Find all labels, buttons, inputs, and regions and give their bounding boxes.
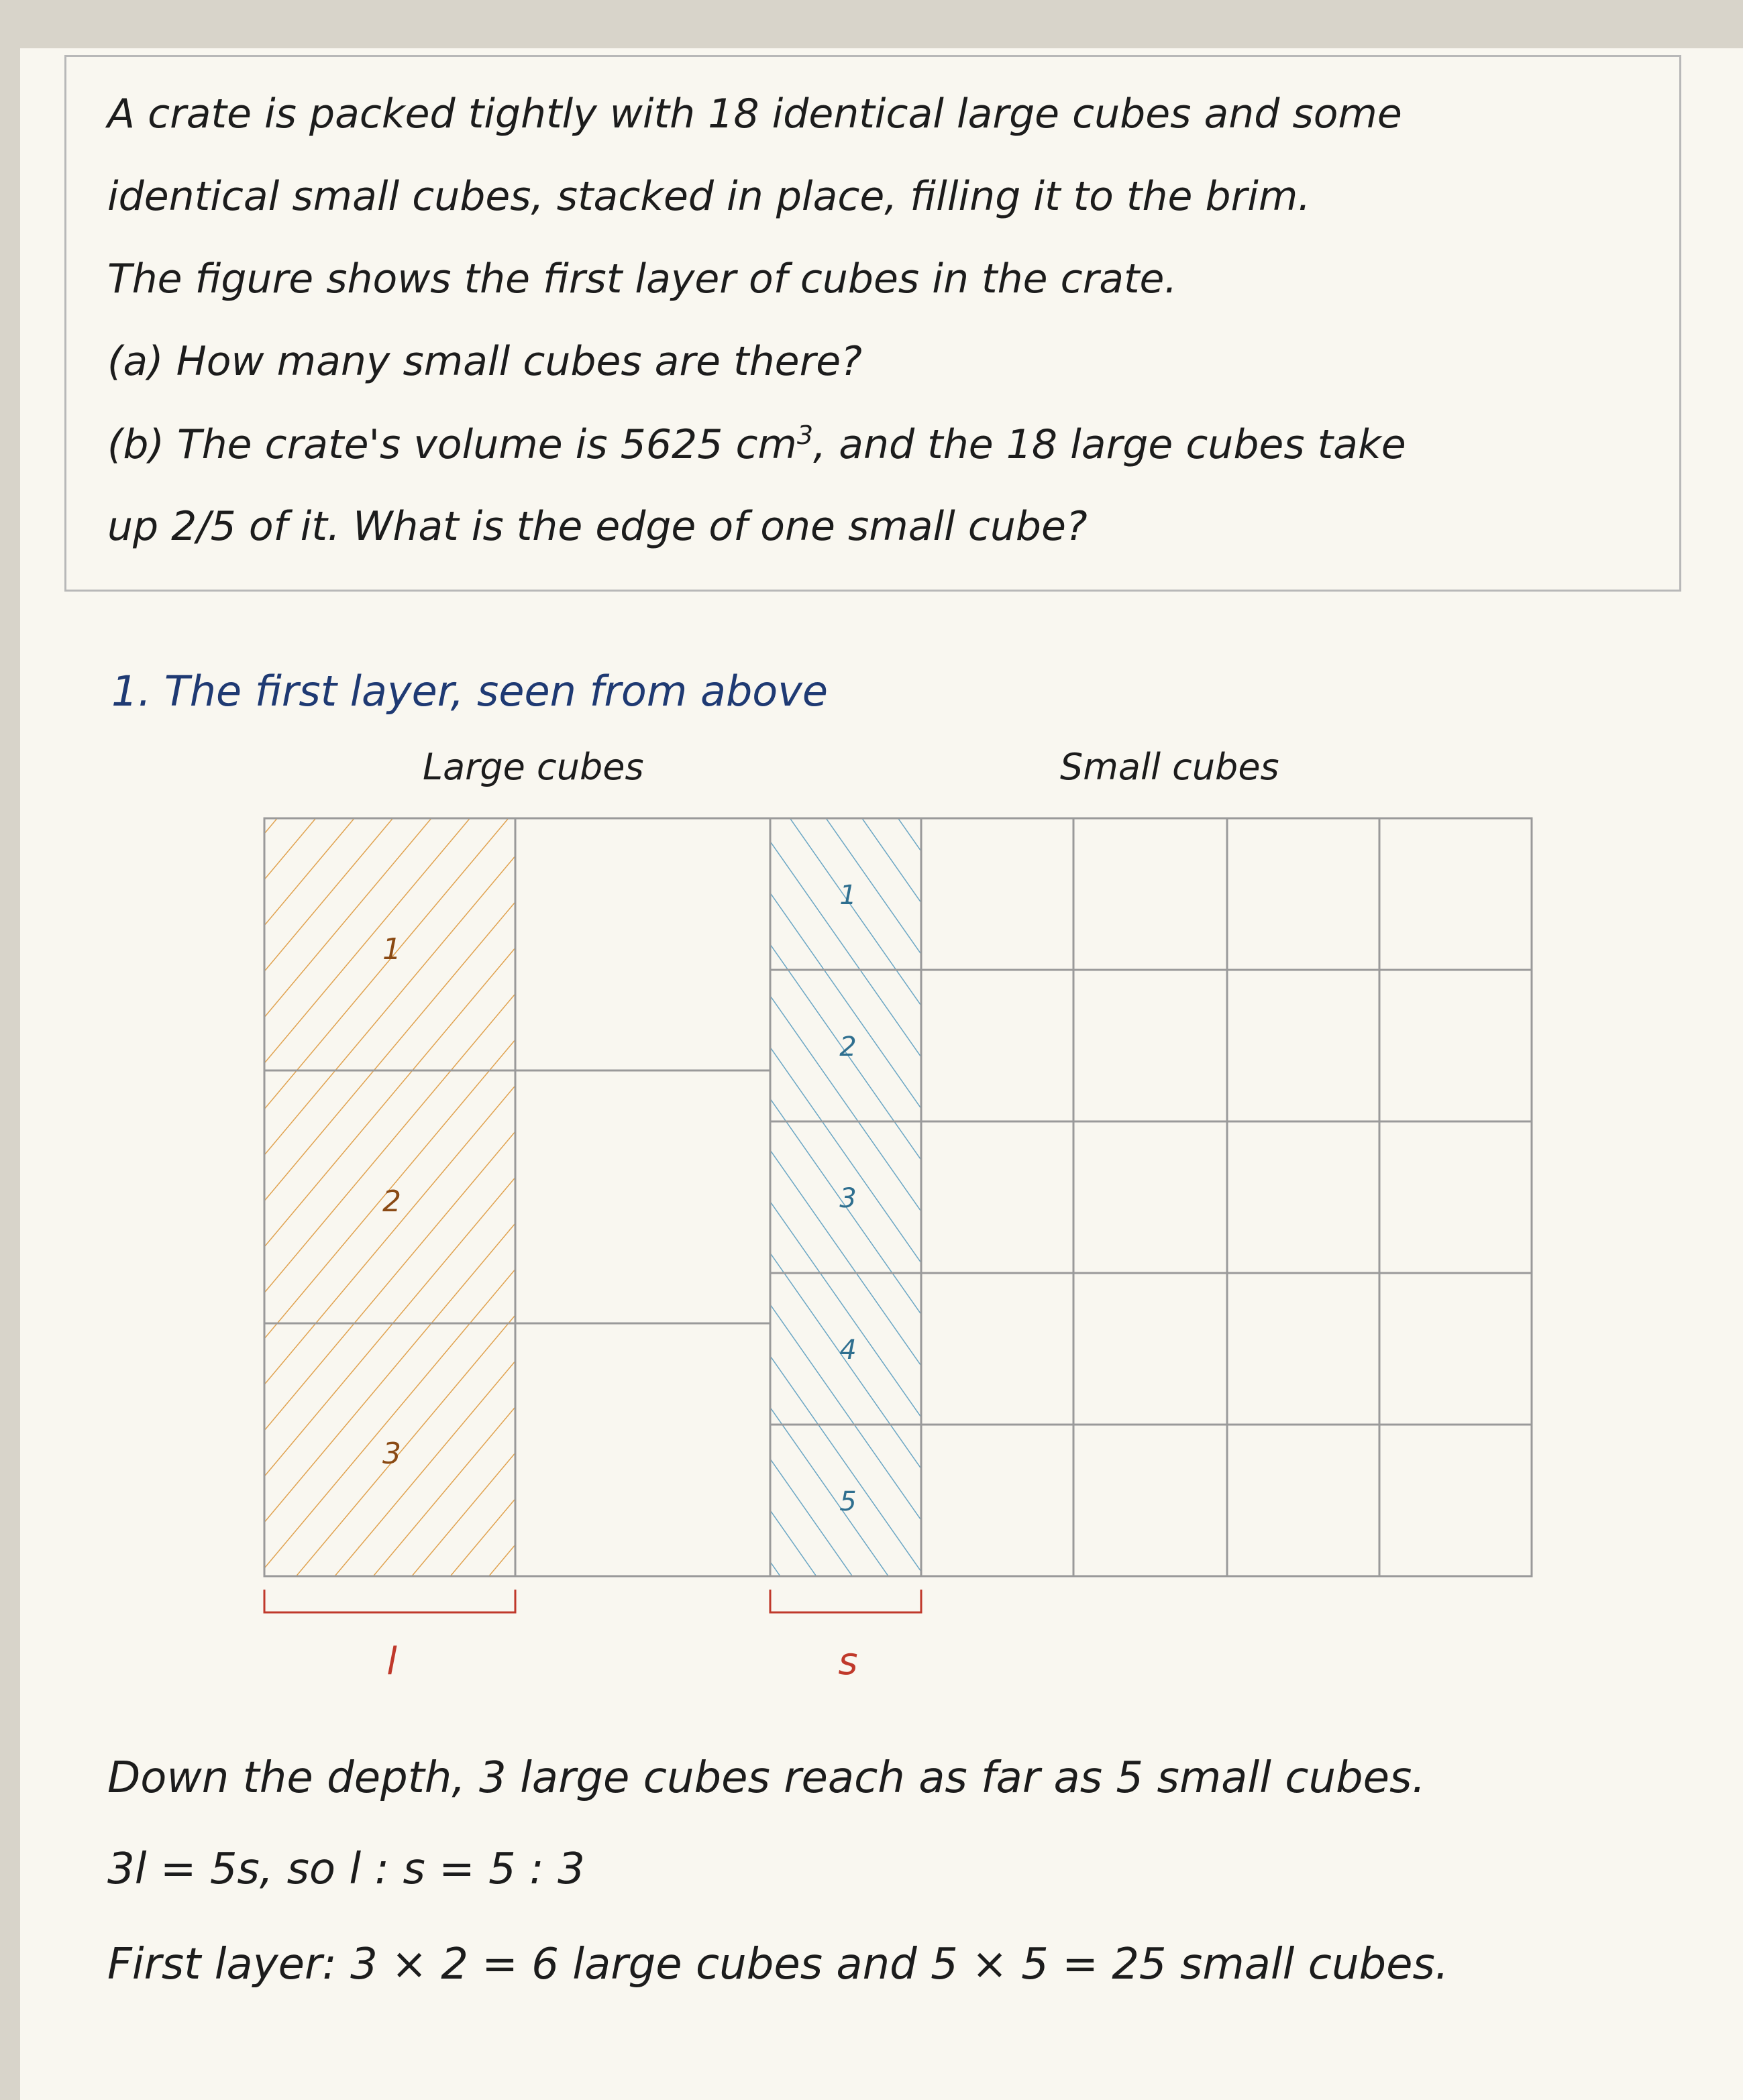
large-cube-4 [515, 818, 770, 1070]
note-line-3: First layer: 3 × 2 = 6 large cubes and 5 × 5 = 25 small cubes. [107, 1940, 1449, 1989]
problem-line-5-b: , and the 18 large cubes take [813, 421, 1406, 468]
large-edge-label: l [386, 1640, 397, 1683]
problem-line-3: The figure shows the first layer of cubes in the crate. [107, 256, 1177, 302]
small-number-2: 2 [839, 1032, 857, 1062]
small-number-1: 1 [839, 880, 857, 911]
large-number-2: 2 [382, 1184, 401, 1219]
large-cube-6 [515, 1323, 770, 1576]
problem-line-4: (a) How many small cubes are there? [107, 338, 862, 385]
large-edge-bracket [264, 1590, 515, 1612]
large-number-3: 3 [382, 1437, 401, 1471]
large-cube-5 [515, 1070, 770, 1323]
problem-line-6: up 2/5 of it. What is the edge of one small cube? [107, 503, 1088, 550]
small-number-4: 4 [839, 1335, 857, 1366]
large-cubes-label: Large cubes [423, 746, 644, 788]
problem-line-5-a: (b) The crate's volume is 5625 cm [107, 421, 797, 468]
cubed-superscript: 3 [796, 421, 814, 450]
problem-line-2: identical small cubes, stacked in place, filling it to the brim. [107, 173, 1311, 220]
large-number-1: 1 [382, 932, 401, 966]
small-number-5: 5 [839, 1486, 857, 1517]
note-line-1: Down the depth, 3 large cubes reach as far as 5 small cubes. [107, 1753, 1426, 1803]
problem-line-1: A crate is packed tightly with 18 identical large cubes and some [107, 91, 1402, 137]
small-number-3: 3 [839, 1183, 857, 1214]
small-edge-label: s [838, 1640, 858, 1683]
small-cubes-label: Small cubes [1060, 746, 1279, 788]
note-line-2: 3l = 5s, so l : s = 5 : 3 [107, 1844, 585, 1894]
small-edge-bracket [770, 1590, 921, 1612]
step-1-heading: 1. The first layer, seen from above [111, 667, 829, 716]
